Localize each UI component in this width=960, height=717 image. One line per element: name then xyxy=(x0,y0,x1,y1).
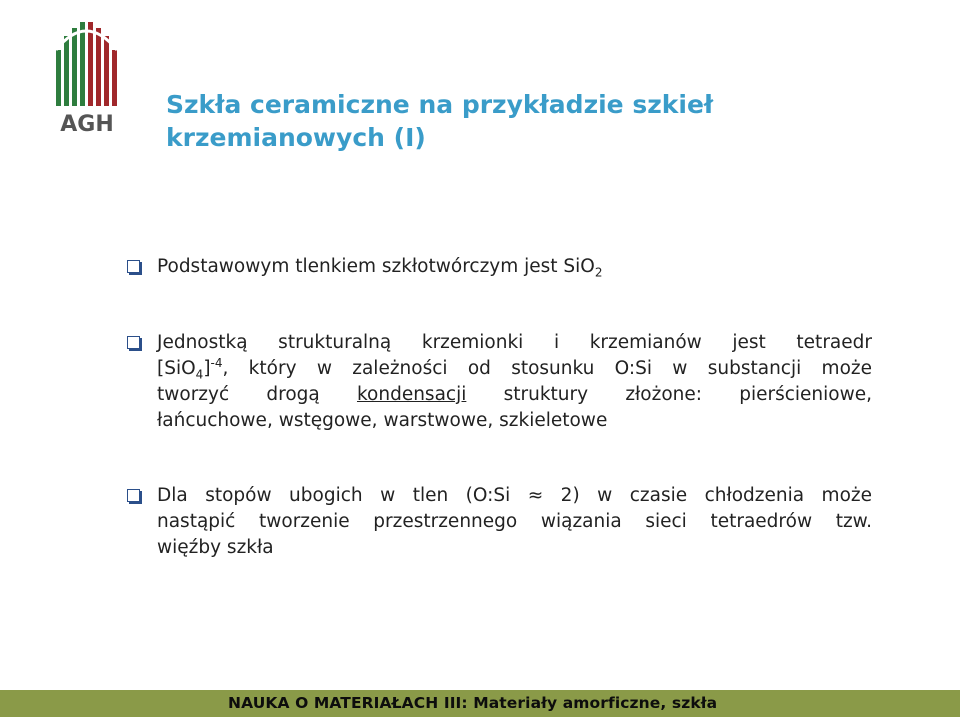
bullet-1-line: Podstawowym tlenkiem szkłotwórczym jest SiO$_2$ xyxy=(157,256,603,280)
footer-text: NAUKA O MATERIAŁACH III: Materiały amorficzne, szkła xyxy=(228,694,718,712)
bullet-item-3 xyxy=(127,483,872,561)
bullet-3-line-3: więźby szkła xyxy=(157,537,274,558)
bullet-2-line-4: łańcuchowe, wstęgowe, warstwowe, szkieletowe xyxy=(157,410,608,431)
slide-title xyxy=(166,88,866,154)
checkbox-bullet-icon xyxy=(127,336,140,349)
bullet-2-line-1: Jednostką strukturalną krzemionki i krzemianów jest tetraedr xyxy=(157,332,872,353)
bullet-3-line-1: Dla stopów ubogich w tlen (O:Si ≈ 2) w czasie chłodzenia może xyxy=(157,485,872,506)
bullet-3-line-2: nastąpić tworzenie przestrzennego wiązania sieci tetraedrów tzw. xyxy=(157,511,872,532)
title-line-1: Szkła ceramiczne na przykładzie szkieł xyxy=(166,90,714,119)
checkbox-bullet-icon xyxy=(127,260,140,273)
checkbox-bullet-icon xyxy=(127,489,140,502)
bullet-item-2 xyxy=(127,330,872,434)
agh-logo xyxy=(46,14,128,136)
title-line-2: krzemianowych (I) xyxy=(166,123,426,152)
approx-symbol: ≈ xyxy=(527,485,544,506)
bullet-item-1 xyxy=(127,254,872,280)
bullet-2-line-3: tworzyć drogą kondensacji struktury złożone: pierścieniowe, xyxy=(157,384,873,405)
footer-bar xyxy=(0,690,960,717)
bullet-2-line-2: $[SiO_4]^{-4}$, który w zależności od stosunku O:Si w substancji może xyxy=(157,355,872,382)
logo-text: AGH xyxy=(60,112,114,136)
kondensacji-link[interactable]: kondensacji xyxy=(356,384,467,405)
